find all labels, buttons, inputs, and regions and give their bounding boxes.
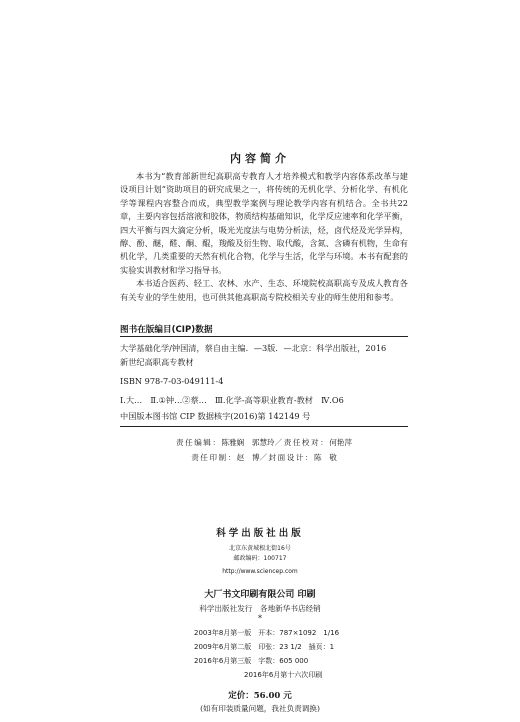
cip-series-line: 新世纪高职高专教材 xyxy=(120,357,194,367)
printer-line: 大厂书文印刷有限公司 印刷 xyxy=(204,590,316,600)
credits-line-2 xyxy=(120,452,408,463)
editor-names: 陈雅娴 郭慧玲 xyxy=(221,438,275,447)
cip-bottom-rule xyxy=(120,426,408,427)
cip-title-line: 大学基础化学/钟国清，蔡自由主编．—3版．—北京：科学出版社，2016 xyxy=(120,343,387,353)
price-line: 定价：56.00 元 xyxy=(228,691,292,701)
print-manager-name: 赵 博 xyxy=(236,453,260,462)
proofreader-name: 何艳萍 xyxy=(329,438,352,447)
quality-notice: (如有印装质量问题，我社负责调换) xyxy=(200,704,320,713)
edition-spec-1: 2003年8月第一版 开本：787×1092 1/16 xyxy=(194,629,340,637)
edition-spec-3: 2016年6月第三版 字数：605 000 xyxy=(194,657,309,665)
summary-paragraph-2: 本书适合医药、轻工、农林、水产、生态、环境院校高职高专及成人教育各有关专业的学生使用，也可供其他高职高专院校相关专业的师生使用和参考。 xyxy=(120,278,408,302)
summary-title: 内容简介 xyxy=(230,152,290,165)
editor-label: 责任编辑： xyxy=(176,438,222,447)
cover-designer-name: 陈 敬 xyxy=(314,453,337,462)
cip-heading: 图书在版编目(CIP)数据 xyxy=(120,325,213,335)
proofreader-label: ／责任校对： xyxy=(274,438,330,447)
cover-designer-label: ／封面设计： xyxy=(259,453,315,462)
summary-paragraph-1: 本书为“教育部新世纪高职高专教育人才培养模式和教学内容体系改革与建设项目计划”资助项目的研究成果之一，将传统的无机化学、分析化学、有机化学等课程内容整合而成，典型教学案例与理论教学内容有机结合。全书共22章，主要内容包括溶液和胶体，物质结构基础知识，化学反应速率和化学平衡，四大平衡与四大滴定分析，吸光光度法与电势分析法，烃，卤代烃及光学异构，醇、酚、醚，醛、酮、醌，羧酸及衍生物、取代酸，含氮、含磷有机物，生命有机化学，几类重要的天然有机化合物，化学与生活，化学与环境。本书有配套的实验实训教材和学习指导书。 xyxy=(120,171,408,275)
summary-body xyxy=(120,170,408,304)
edition-spec-4: 2016年6月第十六次印刷 xyxy=(244,671,323,679)
publisher-line: 科学出版社出版 xyxy=(216,528,304,539)
publisher-postcode: 邮政编码：100717 xyxy=(233,555,287,562)
print-manager-label: 责任印制： xyxy=(191,453,237,462)
cip-top-rule xyxy=(120,336,408,337)
separator-asterisk: * xyxy=(258,614,262,623)
publisher-website: http://www.sciencep.com xyxy=(222,568,298,575)
cip-record-line: 中国版本图书馆 CIP 数据核字(2016)第 142149 号 xyxy=(120,411,311,421)
cip-classification-line: Ⅰ.大… Ⅱ.①钟…②蔡… Ⅲ.化学-高等职业教育-教材 Ⅳ.O6 xyxy=(120,395,344,405)
edition-spec-2: 2009年6月第二版 印张：23 1/2 插页：1 xyxy=(194,643,335,651)
cip-isbn-line: ISBN 978-7-03-049111-4 xyxy=(120,376,224,386)
publisher-address: 北京东黄城根北街16号 xyxy=(229,545,291,552)
credits-line-1 xyxy=(120,437,408,448)
distribution-line: 科学出版社发行 各地新华书店经销 xyxy=(199,604,321,613)
